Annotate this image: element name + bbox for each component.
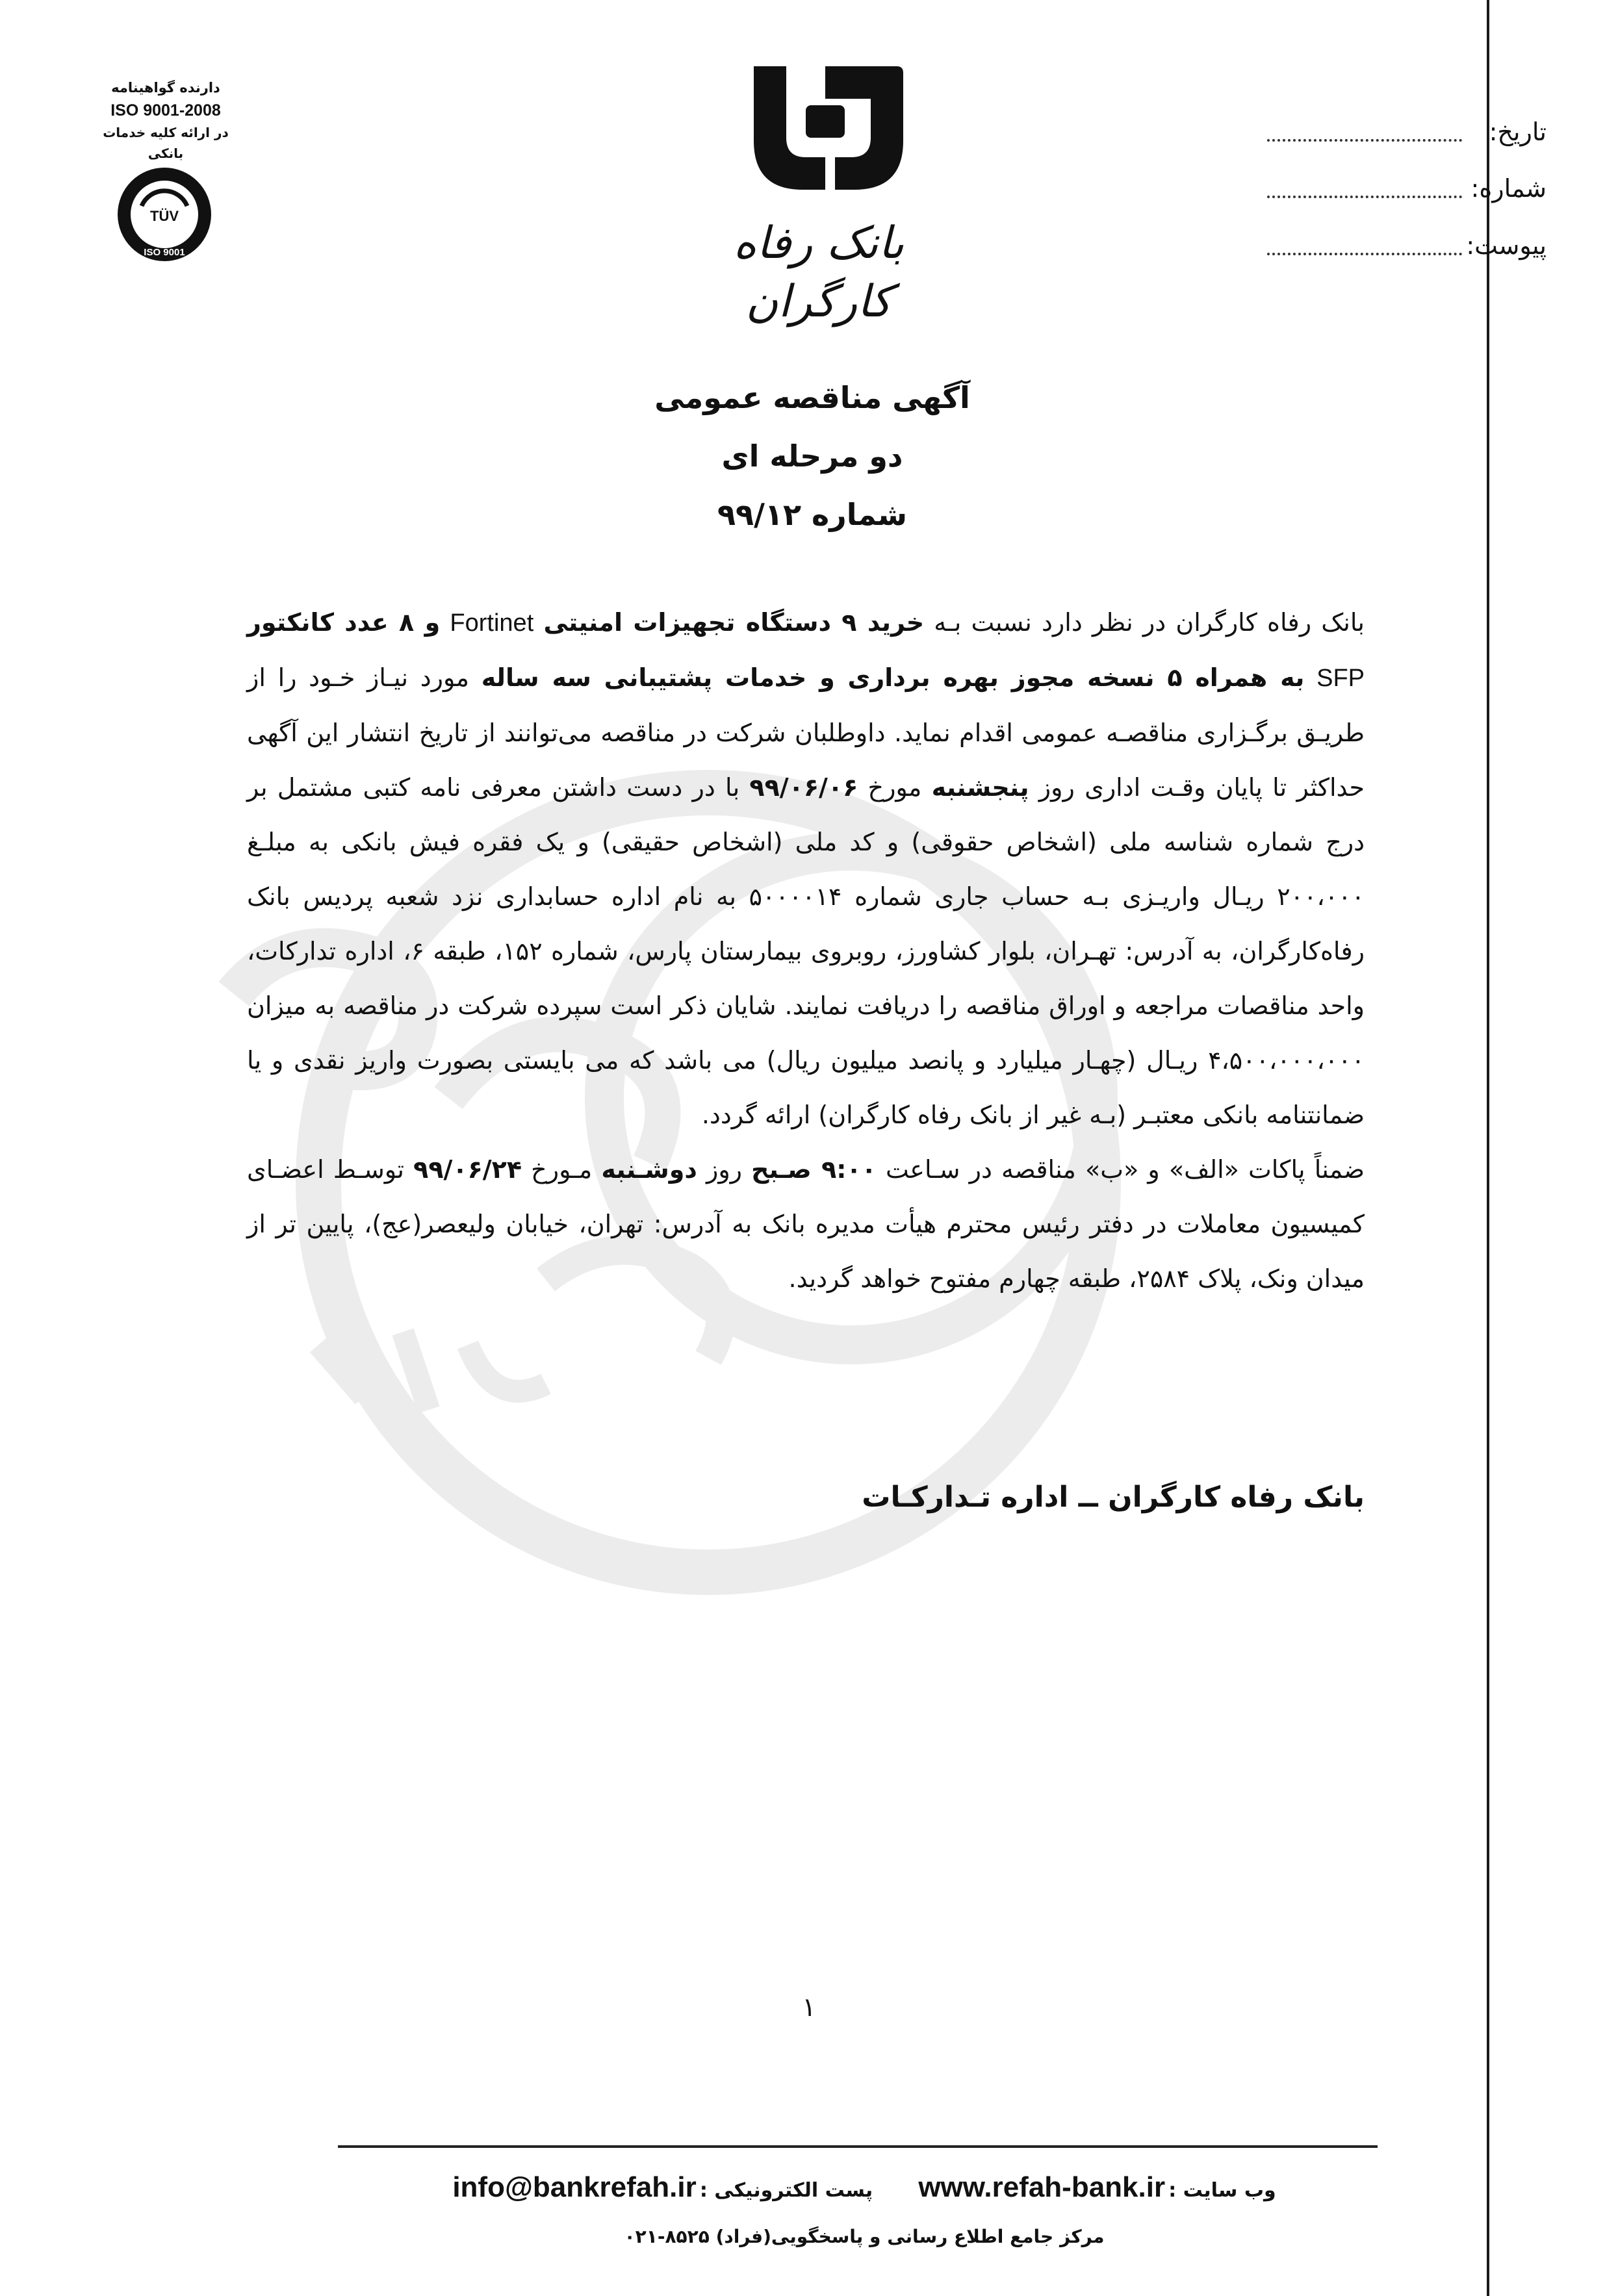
- p1-text-3: مورخ: [858, 773, 932, 802]
- email-label: پست الکترونیکی :: [699, 2179, 873, 2202]
- date-dotted-line: [1267, 138, 1462, 142]
- p1-text-4: با در دست داشتن معرفی نامه کتبی مشتمل بر درج شماره شناسه ملی (اشخاص حقوقی) و کد ملی (اشخاص حقیقی) و یک فقره فیش بانکی به مبلـغ ۲۰۰،۰۰۰ ریـال واریـزی بـه حساب جاری شماره ۵۰۰۰۰۱۴ به نام اداره حسابداری نزد شعبه پردیس بانک رفاه‌کارگران، به آدرس: تهـران، بلوار کشاورز، روبروی بیمارستان پارس، شماره ۱۵۲، طبقه ۶، اداره تدارکات، واحد مناقصات مراجعه و اوراق مناقصه را دریافت نمایند. شایان ذکر است سپرده شرکت در مناقصه به میزان ۴،۵۰۰،۰۰۰،۰۰۰ ریـال (چهـار میلیارد و پانصد میلیون ریال) می باشد که می بایستی بصورت واریز نقدی و یا ضمانتنامه بانکی معتبـر (بـه غیر از بانک رفاه کارگران) ارائه گردد.: [247, 773, 1365, 1129]
- bank-logo-icon: [741, 60, 910, 206]
- notice-body: [247, 595, 1365, 1306]
- website-label: وب سایت :: [1168, 2179, 1276, 2202]
- date-field: [1248, 109, 1547, 148]
- attachment-field: [1248, 223, 1547, 262]
- p1-text-1: بانک رفاه کارگران در نظر دارد نسبت بـه: [924, 608, 1365, 637]
- iso-certificate: [84, 77, 247, 164]
- iso-holder-label: دارنده گواهینامه: [111, 80, 220, 96]
- attachment-dotted-line: [1267, 252, 1462, 255]
- iso-standard: ISO 9001-2008: [110, 101, 221, 120]
- p2-date: ۹۹/۰۶/۲۴: [413, 1155, 522, 1184]
- call-center-info: مرکز جامع اطلاع رسانی و پاسخگویی(فراد) ۸۵۲۵-۰۲۱: [624, 2226, 1105, 2247]
- footer-divider: [338, 2145, 1378, 2148]
- notice-subtitle: دو مرحله ای: [721, 439, 903, 474]
- p1-text-2: مورد نیـاز خـود را از طریـق برگـزاری مناقصـه عمومی اقدام نماید. داوطلبان شرکت در مناقصه می‌توانند از تاریخ انتشار این آگهی حداکثر تا پایان وقـت اداری روز: [247, 663, 1365, 802]
- p1-day: پنجشنبه: [931, 773, 1029, 802]
- p2-text-4: توسـط اعضـای کمیسیون معاملات در دفتر رئیس محترم هیأت مدیره بانک به آدرس: تهران، خیابان ولیعصر(عج)، پایین تر از میدان ونک، پلاک ۲۵۸۴، طبقه چهارم مفتوح خواهد گردید.: [247, 1155, 1365, 1293]
- seal-top-text: TÜV: [150, 208, 179, 224]
- p1-model: SFP: [1316, 665, 1365, 692]
- bank-name-logotype: بانک رفاه کارگران: [733, 218, 905, 327]
- page-number: ۱: [802, 1993, 816, 2022]
- p1-bold-3: به همراه ۵ نسخه مجوز بهره برداری و خدمات پشتیبانی سه ساله: [481, 663, 1305, 692]
- p2-time: ۹:۰۰ صـبح: [751, 1155, 877, 1184]
- footer-contact: [364, 2171, 1365, 2217]
- p1-bold-1: خرید ۹ دستگاه تجهیزات امنیتی: [543, 608, 925, 637]
- website-link[interactable]: www.refah-bank.ir: [918, 2171, 1166, 2203]
- body-paragraph-1: [247, 595, 1365, 1142]
- iso-scope: در ارائه کلیه خدمات بانکی: [103, 125, 229, 161]
- signature-line: بانک رفاه کارگران ــ اداره تـدارکـات: [862, 1481, 1365, 1514]
- email-link[interactable]: info@bankrefah.ir: [452, 2171, 697, 2203]
- p2-text-3: مـورخ: [522, 1155, 602, 1184]
- number-field: [1248, 166, 1547, 205]
- number-label: شماره:: [1470, 174, 1547, 203]
- p2-text-1: ضمناً پاکات «الف» و «ب» مناقصه در سـاعت: [876, 1155, 1365, 1184]
- p1-bold-2: و ۸ عدد کانکتور: [247, 608, 441, 637]
- p2-text-2: روز: [697, 1155, 752, 1184]
- attachment-label: پیوست:: [1466, 231, 1547, 260]
- p2-day: دوشـنبه: [601, 1155, 697, 1184]
- seal-bottom-text: ISO 9001: [144, 247, 185, 258]
- date-label: تاریخ:: [1489, 118, 1547, 146]
- margin-rule: [1487, 0, 1489, 2296]
- body-paragraph-2: [247, 1142, 1365, 1306]
- notice-number: شماره ۹۹/۱۲: [717, 497, 908, 532]
- number-dotted-line: [1267, 195, 1462, 198]
- tuv-seal-icon: [116, 166, 213, 263]
- p1-brand: Fortinet: [450, 609, 534, 637]
- p1-date: ۹۹/۰۶/۰۶: [749, 773, 858, 802]
- notice-title: آگهی مناقصه عمومی: [654, 380, 970, 415]
